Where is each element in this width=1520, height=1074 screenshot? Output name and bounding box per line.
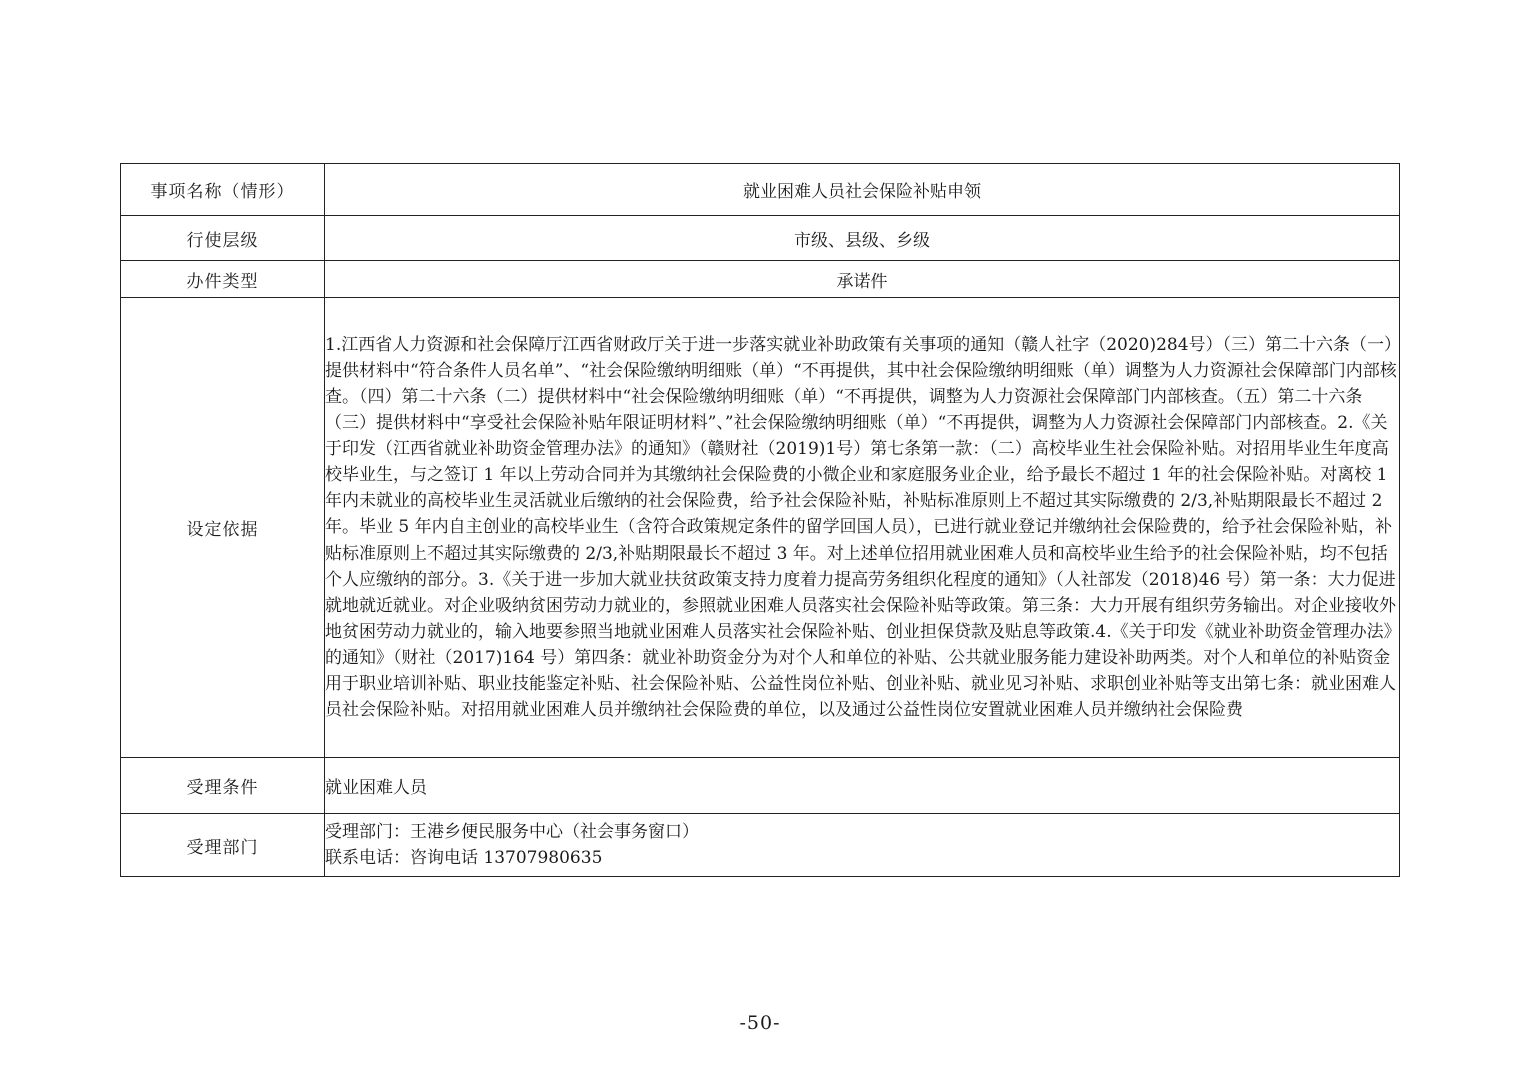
- table-row-item-name: [121, 164, 1400, 216]
- exercise-level-label: 行使层级: [121, 216, 325, 261]
- item-name-value: 就业困难人员社会保险补贴申领: [325, 164, 1400, 216]
- handling-type-label: 办件类型: [121, 261, 325, 298]
- table-row-exercise-level: [121, 216, 1400, 261]
- department-name: 受理部门：王港乡便民服务中心（社会事务窗口）: [325, 822, 699, 842]
- acceptance-conditions-value: 就业困难人员: [325, 758, 1400, 814]
- handling-type-value: 承诺件: [325, 261, 1400, 298]
- service-item-table: [120, 163, 1400, 877]
- table-row-legal-basis: [121, 298, 1400, 758]
- table-row-acceptance-conditions: [121, 758, 1400, 814]
- accepting-department-cell: [325, 814, 1400, 877]
- exercise-level-value: 市级、县级、乡级: [325, 216, 1400, 261]
- contact-phone: 联系电话：咨询电话 13707980635: [325, 848, 603, 868]
- legal-basis-text: 1.江西省人力资源和社会保障厅江西省财政厅关于进一步落实就业补助政策有关事项的通知（赣人社字（2020)284号）（三）第二十六条（一）提供材料中“符合条件人员名单”、“社会保险缴纳明细账（单）“不再提供，其中社会保险缴纳明细账（单）调整为人力资源社会保障部门内部核查。（四）第二十六条（二）提供材料中“社会保险缴纳明细账（单）“不再提供，调整为人力资源社会保障部门内部核查。（五）第二十六条（三）提供材料中“享受社会保险补贴年限证明材料”、”社会保险缴纳明细账（单）“不再提供，调整为人力资源社会保障部门内部核查。2.《关于印发（江西省就业补助资金管理办法》的通知》（赣财社（2019)1号）第七条第一款：（二）高校毕业生社会保险补贴。对招用毕业生年度高校毕业生，与之签订 1 年以上劳动合同并为其缴纳社会保险费的小微企业和家庭服务业企业，给予最长不超过 1 年的社会保险补贴。对离校 1 年内未就业的高校毕业生灵活就业后缴纳的社会保险费，给予社会保险补贴，补贴标准原则上不超过其实际缴费的 2/3,补贴期限最长不超过 2 年。毕业 5 年内自主创业的高校毕业生（含符合政策规定条件的留学回国人员），已进行就业登记并缴纳社会保险费的，给予社会保险补贴，补贴标准原则上不超过其实际缴费的 2/3,补贴期限最长不超过 3 年。对上述单位招用就业困难人员和高校毕业生给予的社会保险补贴，均不包括个人应缴纳的部分。3.《关于进一步加大就业扶贫政策支持力度着力提高劳务组织化程度的通知》（人社部发（2018)46 号）第一条：大力促进就地就近就业。对企业吸纳贫困劳动力就业的，参照就业困难人员落实社会保险补贴等政策。第三条：大力开展有组织劳务输出。对企业接收外地贫困劳动力就业的，输入地要参照当地就业困难人员落实社会保险补贴、创业担保贷款及贴息等政策.4.《关于印发《就业补助资金管理办法》的通知》（财社（2017)164 号）第四条：就业补助资金分为对个人和单位的补贴、公共就业服务能力建设补助两类。对个人和单位的补贴资金用于职业培训补贴、职业技能鉴定补贴、社会保险补贴、公益性岗位补贴、创业补贴、就业见习补贴、求职创业补贴等支出第七条：就业困难人员社会保险补贴。对招用就业困难人员并缴纳社会保险费的单位，以及通过公益性岗位安置就业困难人员并缴纳社会保险费: [325, 298, 1400, 758]
- page-number: -50-: [739, 1012, 781, 1034]
- acceptance-conditions-label: 受理条件: [121, 758, 325, 814]
- table-row-accepting-department: [121, 814, 1400, 877]
- table-row-handling-type: [121, 261, 1400, 298]
- accepting-department-label: 受理部门: [121, 814, 325, 877]
- item-name-label: 事项名称（情形）: [121, 164, 325, 216]
- legal-basis-label: 设定依据: [121, 298, 325, 758]
